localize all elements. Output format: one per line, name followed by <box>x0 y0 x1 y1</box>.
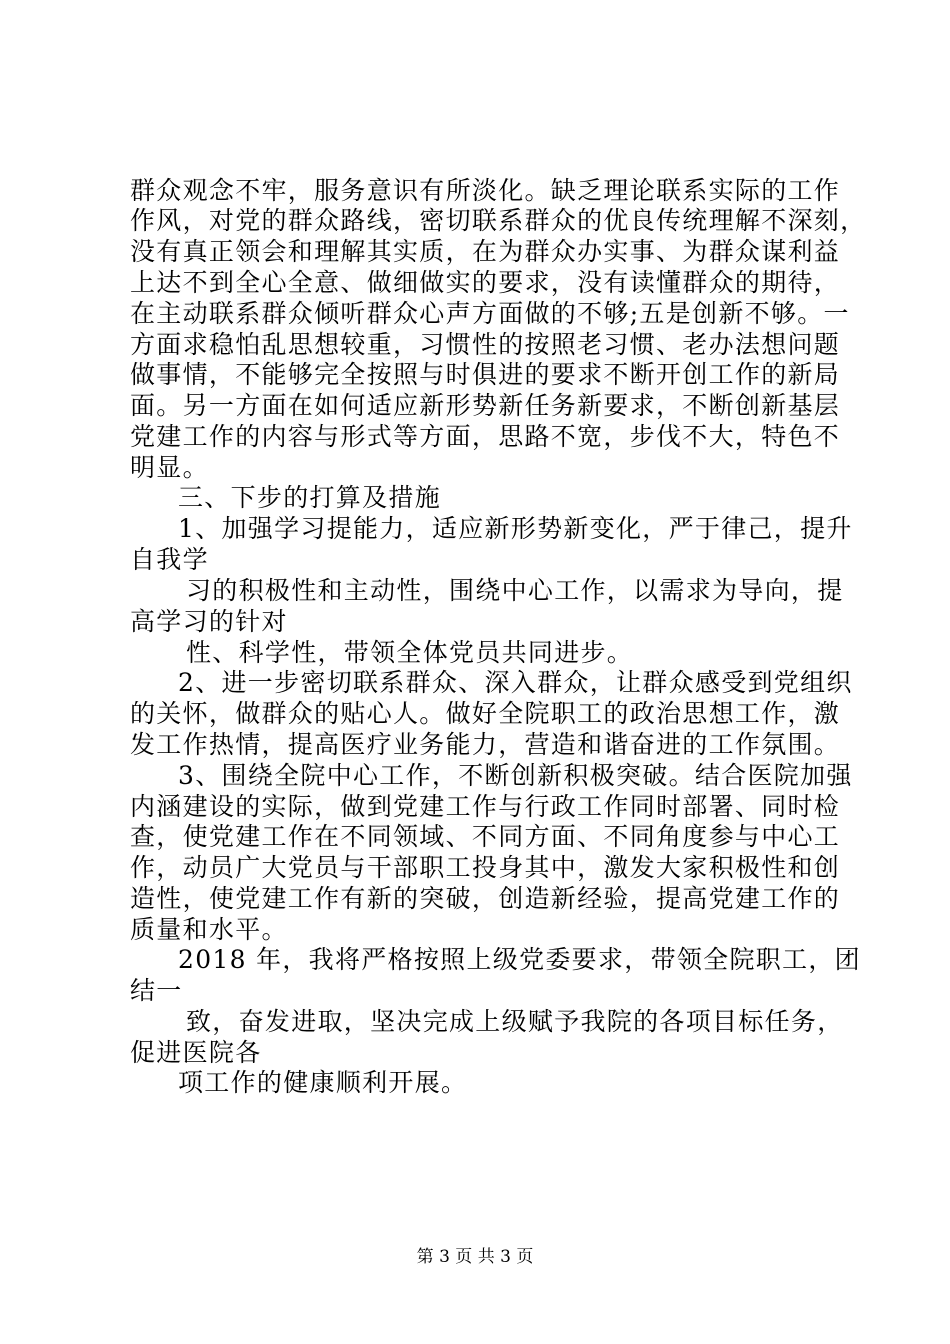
section-heading: 三、下步的打算及措施 <box>178 483 442 512</box>
text-line: 3、围绕全院中心工作，不断创新积极突破。结合医院加强 <box>178 761 853 790</box>
text-line: 习的积极性和主动性，围绕中心工作，以需求为导向，提 <box>186 576 844 605</box>
text-line: 查，使党建工作在不同领域、不同方面、不同角度参与中心工 <box>130 822 841 851</box>
page-number-footer: 第 3 页 共 3 页 <box>416 1247 534 1267</box>
text-line: 造性，使党建工作有新的突破，创造新经验，提高党建工作的 <box>130 884 841 913</box>
text-line: 做事情，不能够完全按照与时俱进的要求不断开创工作的新局 <box>130 360 841 389</box>
text-line: 明显。 <box>130 453 209 482</box>
text-line: 2、进一步密切联系群众、深入群众，让群众感受到党组织 <box>178 668 853 697</box>
text-line: 结一 <box>130 976 183 1005</box>
text-line: 作，动员广大党员与干部职工投身其中，激发大家积极性和创 <box>130 853 841 882</box>
text-line: 在主动联系群众倾听群众心声方面做的不够;五是创新不够。一 <box>130 299 850 328</box>
text-line: 发工作热情，提高医疗业务能力，营造和谐奋进的工作氛围。 <box>130 730 841 759</box>
text-line: 上达不到全心全意、做细做实的要求，没有读懂群众的期待， <box>130 268 841 297</box>
text-line: 1、加强学习提能力，适应新形势新变化，严于律己，提升 <box>178 514 853 543</box>
text-line: 2018 年，我将严格按照上级党委要求，带领全院职工，团 <box>178 945 861 974</box>
text-line: 方面求稳怕乱思想较重，习惯性的按照老习惯、老办法想问题 <box>130 330 841 359</box>
text-line: 没有真正领会和理解其实质，在为群众办实事、为群众谋利益 <box>130 237 841 266</box>
text-line: 项工作的健康顺利开展。 <box>178 1068 468 1097</box>
text-line: 性、科学性，带领全体党员共同进步。 <box>186 638 634 667</box>
text-line: 内涵建设的实际，做到党建工作与行政工作同时部署、同时检 <box>130 792 841 821</box>
text-line: 作风，对党的群众路线，密切联系群众的优良传统理解不深刻， <box>130 206 867 235</box>
text-line: 高学习的针对 <box>130 607 288 636</box>
text-line: 党建工作的内容与形式等方面，思路不宽，步伐不大，特色不 <box>130 422 841 451</box>
text-line: 致，奋发进取，坚决完成上级赋予我院的各项目标任务， <box>186 1007 844 1036</box>
text-line: 促进医院各 <box>130 1038 262 1067</box>
text-line: 群众观念不牢，服务意识有所淡化。缺乏理论联系实际的工作 <box>130 176 841 205</box>
text-line: 面。另一方面在如何适应新形势新任务新要求，不断创新基层 <box>130 391 841 420</box>
text-line: 的关怀，做群众的贴心人。做好全院职工的政治思想工作，激 <box>130 699 841 728</box>
text-line: 自我学 <box>130 545 209 574</box>
text-line: 质量和水平。 <box>130 915 288 944</box>
